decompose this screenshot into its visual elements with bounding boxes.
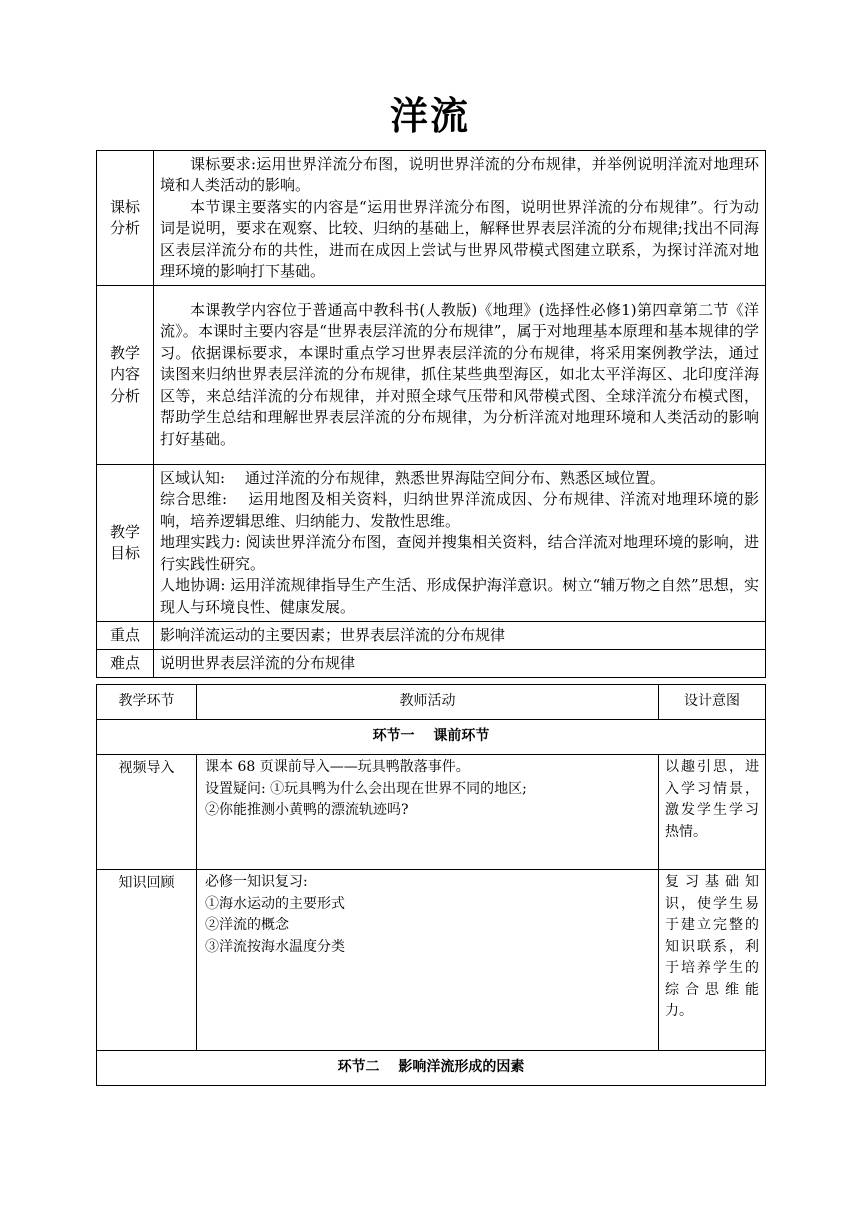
- process-table: [96, 684, 766, 1086]
- activity-line: 必修一知识复习:: [205, 874, 308, 890]
- table-row: [97, 151, 766, 286]
- content-analysis-text: [154, 286, 766, 465]
- row-label-goals: [97, 465, 154, 622]
- goal-item: 综合思维: 运用地图及相关资料，归纳世界洋流成因、分布规律、洋流对地理环境的影响，培养逻辑思维、归纳能力、发散性思维。: [160, 490, 759, 530]
- paragraph: 本节课主要落实的内容是“运用世界洋流分布图，说明世界洋流的分布规律”。行为动词是说明，要求在观察、比较、归纳的基础上，解释世界表层洋流的分布规律;找出不同海区表层洋流分布的共性，进而在成因上尝试与世界风带模式图建立联系，为探讨洋流对地理环境的影响打下基础。: [160, 197, 759, 280]
- table-row: [97, 870, 766, 1051]
- section-heading: 环节二 影响洋流形成的因素: [97, 1051, 766, 1086]
- key-point-text: 影响洋流运动的主要因素；世界表层洋流的分布规律: [154, 622, 766, 650]
- activity-line: 课本 68 页课前导入——玩具鸭散落事件。: [205, 759, 470, 775]
- column-header: 教学环节: [97, 685, 197, 720]
- table-row: [97, 465, 766, 622]
- paragraph: 课标要求:运用世界洋流分布图，说明世界洋流的分布规律，并举例说明洋流对地理环境和人类活动的影响。: [160, 154, 759, 194]
- row-label-content: [97, 286, 154, 465]
- section-row: [97, 720, 766, 755]
- stage-label: 知识回顾: [97, 870, 197, 1051]
- page-title: 洋流: [389, 94, 470, 138]
- activity-line: 设置疑问: ①玩具鸭为什么会出现在世界不同的地区;: [205, 780, 527, 797]
- label-line: 分析: [109, 386, 140, 405]
- table-header-row: [97, 685, 766, 720]
- curriculum-analysis-text: [154, 151, 766, 286]
- design-intent: 以趣引思，进入学习情景，激发学生学习热情。: [659, 755, 766, 870]
- table-row: [97, 650, 766, 678]
- label-line: 目标: [109, 544, 140, 562]
- activity-line: ③洋流按海水温度分类: [205, 938, 345, 955]
- row-label-difficulty: 难点: [97, 650, 154, 678]
- section-row: [97, 1051, 766, 1086]
- activity-line: ②你能推测小黄鸭的漂流轨迹吗?: [205, 802, 409, 818]
- paragraph: 本课教学内容位于普通高中教科书(人教版)《地理》(选择性必修1)第四章第二节《洋流》。本课时主要内容是“世界表层洋流的分布规律”，属于对地理基本原理和基本规律的学习。依据课标要求，本课时重点学习世界表层洋流的分布规律，将采用案例教学法，通过读图来归纳世界表层洋流的分布规律，抓住某些典型海区，如北太平洋海区、北印度洋海区等，来总结洋流的分布规律，并对照全球气压带和风带模式图、全球洋流分布模式图，帮助学生总结和理解世界表层洋流的分布规律，为分析洋流对地理环境和人类活动的影响打好基础。: [160, 300, 759, 448]
- teacher-activity: [197, 870, 659, 1051]
- row-label-key-point: 重点: [97, 622, 154, 650]
- design-intent: 复习基础知识，使学生易于建立完整的知识联系，利于培养学生的综合思维能力。: [659, 870, 766, 1051]
- label-line: 课标: [109, 197, 140, 216]
- column-header: 设计意图: [659, 685, 766, 720]
- column-header: 教师活动: [197, 685, 659, 720]
- table-row: [97, 286, 766, 465]
- difficulty-text: 说明世界表层洋流的分布规律: [154, 650, 766, 678]
- goal-item: 区域认知: 通过洋流的分布规律，熟悉世界海陆空间分布、熟悉区域位置。: [160, 468, 665, 487]
- table-row: [97, 622, 766, 650]
- activity-line: ②洋流的概念: [205, 917, 289, 933]
- label-line: 内容: [109, 365, 140, 384]
- teaching-goals-text: [154, 465, 766, 622]
- label-line: 教学: [109, 343, 140, 362]
- analysis-table: [96, 150, 766, 678]
- activity-line: ①海水运动的主要形式: [205, 895, 345, 912]
- teacher-activity: [197, 755, 659, 870]
- stage-label: 视频导入: [97, 755, 197, 870]
- goal-item: 人地协调: 运用洋流规律指导生产生活、形成保护海洋意识。树立“辅万物之自然”思想，实现人与环境良性、健康发展。: [160, 576, 759, 616]
- section-heading: 环节一 课前环节: [97, 720, 766, 755]
- table-row: [97, 755, 766, 870]
- label-line: 教学: [109, 522, 140, 541]
- row-label-curriculum: [97, 151, 154, 286]
- goal-item: 地理实践力: 阅读世界洋流分布图，查阅并搜集相关资料，结合洋流对地理环境的影响，进行实践性研究。: [160, 533, 759, 573]
- label-line: 分析: [109, 219, 140, 237]
